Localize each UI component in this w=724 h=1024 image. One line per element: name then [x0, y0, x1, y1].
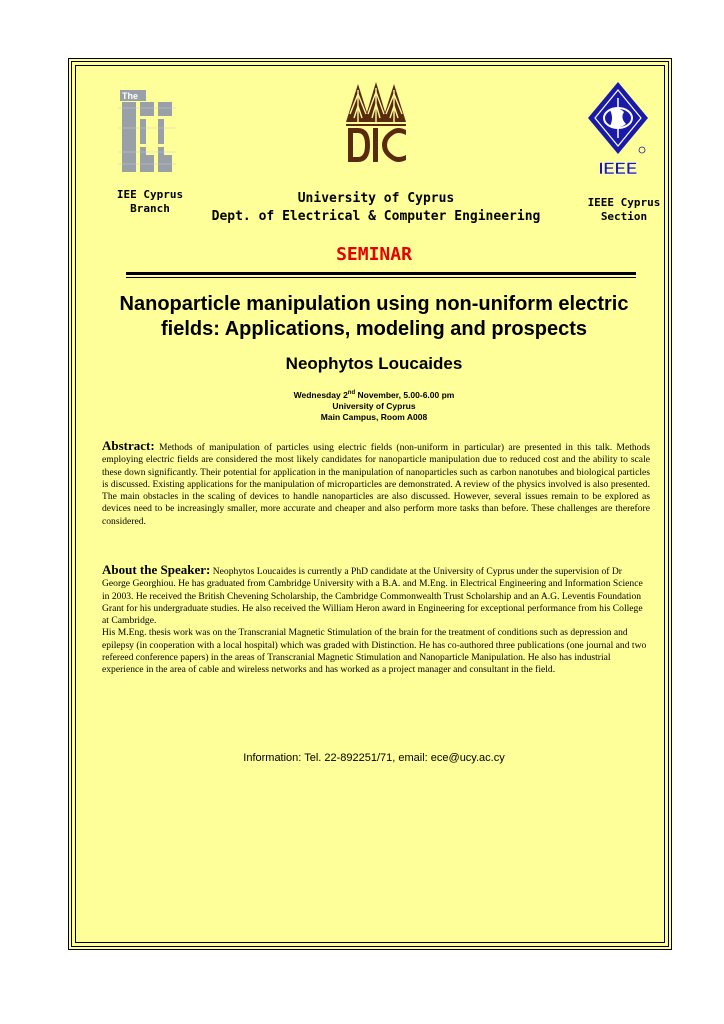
- branch-right-line1: IEEE Cyprus: [587, 196, 661, 209]
- university-cyprus-logo-icon: [344, 80, 408, 164]
- abstract-text: Methods of manipulation of particles using electric fields (non-uniform in particular) are presented in this talk. Methods employing electric fields are considered the most likely candidates for nanoparticle manipulation due to reduced cost and the ability to scale these down significantly. Their potential for application in the manipulation of nanoparticles such as carbon nanotubes and biological particles is discussed. Existing applications for the manipulation of microparticles are demonstrated. A review of the physics involved is also presented. The main obstacles in the scaling of devices to handle nanoparticles are also discussed. However, several issues remain to be explored as devices need to be increasingly smaller, more accurate and cheaper and also perform more tasks than before. These challenges are therefore considered.: [102, 442, 650, 527]
- department-name: Dept. of Electrical & Computer Engineering: [211, 209, 541, 224]
- title-line-2: fields: Applications, modeling and prospects: [161, 318, 587, 340]
- event-date: [76, 388, 672, 401]
- speaker-name: Neophytos Loucaides: [285, 354, 463, 373]
- about-paragraph-2: His M.Eng. thesis work was on the Transcranial Magnetic Stimulation of the brain for the treatment of conditions such as depression and epilepsy (in cooperation with a local hospital) which was graded with Distinction. He has co-authored three publications (one journal and two refereed conference papers) in the areas of Transcranial Magnetic Stimulation and Nanoparticle Manipulation. He also has industrial experience in the area of cable and wireless networks and has worked as a project manager and consultant in the field.: [102, 627, 647, 676]
- branch-left-line2: Branch: [130, 202, 170, 215]
- about-text-1: Neophytos Loucaides is currently a PhD candidate at the University of Cyprus under the supervision of Dr George Georghiou. He has graduated from Cambridge University with a B.A. and M.Eng. in Electrical Engineering and Information Science in 2003. He received the British Chevening Scholarship, the Cambridge Commonwealth Trust Scholarship and an A.G. Leventis Foundation Grant for his undergraduate studies. He also received the William Heron award in Engineering for exceptional performance from his College at Cambridge.: [102, 566, 643, 627]
- date-ordinal: nd: [347, 390, 356, 396]
- abstract-heading: Abstract:: [102, 438, 155, 453]
- date-prefix: Wednesday 2: [293, 389, 348, 400]
- branch-left-line1: IEE Cyprus: [116, 188, 184, 201]
- branch-right-line2: Section: [600, 210, 648, 223]
- ieee-logo-icon: [586, 80, 650, 180]
- divider-thin: [126, 277, 636, 278]
- seminar-label: SEMINAR: [336, 244, 412, 265]
- divider-thick: [126, 272, 636, 275]
- venue-line-2: Main Campus, Room A008: [320, 411, 428, 422]
- seminar-title: [96, 292, 652, 342]
- venue-line-1: University of Cyprus: [332, 400, 416, 411]
- seminar-poster: [68, 58, 672, 950]
- ieee-cyprus-section: [574, 196, 674, 224]
- university-name: University of Cyprus: [297, 191, 455, 206]
- title-line-1: Nanoparticle manipulation using non-uniform electric: [119, 293, 629, 315]
- contact-information: Information: Tel. 22-892251/71, email: ece@ucy.ac.cy: [243, 752, 505, 764]
- about-heading: About the Speaker:: [102, 562, 211, 577]
- abstract-section: [102, 440, 650, 528]
- event-details: [76, 388, 672, 423]
- iee-cyprus-branch: [100, 188, 200, 216]
- poster-inner-border: [75, 65, 665, 943]
- iee-logo-text: The: [122, 91, 139, 101]
- about-speaker-section: [102, 564, 650, 677]
- date-suffix: November, 5.00-6.00 pm: [355, 389, 455, 400]
- ieee-logo-text: IEEE: [598, 159, 638, 178]
- university-heading: [196, 190, 556, 226]
- about-paragraph-1: [102, 564, 650, 627]
- iee-logo-icon: [118, 88, 176, 176]
